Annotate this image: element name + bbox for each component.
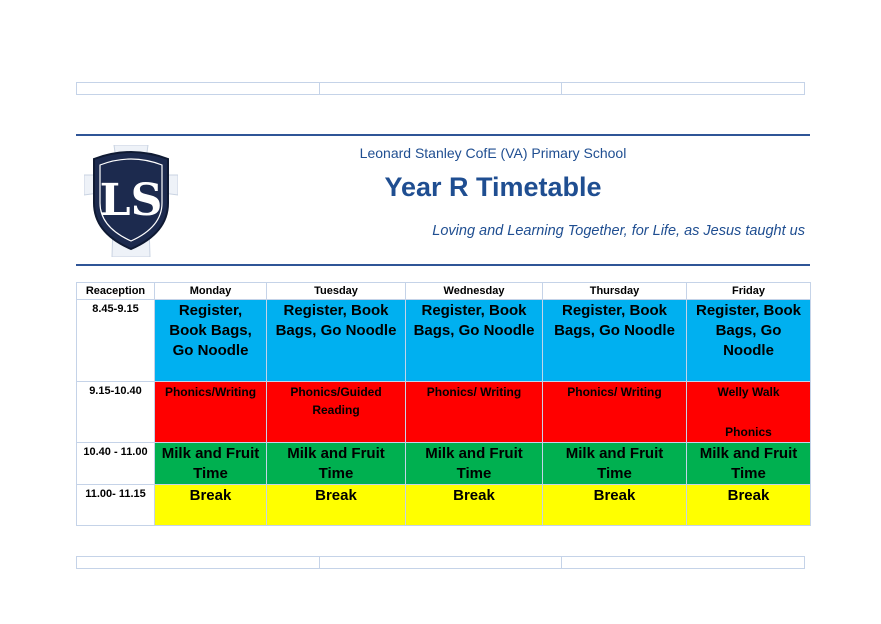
activity-cell xyxy=(543,485,687,526)
activity-text: Phonics/ Writing xyxy=(426,385,522,399)
activity-text: Milk and Fruit Time xyxy=(425,445,523,482)
footer-cell xyxy=(562,557,804,568)
friday-activity xyxy=(687,382,810,442)
activity-text: Phonics/Writing xyxy=(164,385,257,399)
activity-text: Break xyxy=(593,487,636,504)
activity-cell xyxy=(155,382,267,443)
activity-text: Milk and Fruit Time xyxy=(287,445,385,482)
time-slot: 10.40 - 11.00 xyxy=(77,443,155,485)
header-cell xyxy=(320,83,563,94)
header-table xyxy=(76,82,805,95)
activity-cell xyxy=(687,443,811,485)
day-header: Wednesday xyxy=(406,283,543,300)
activity-text: Break xyxy=(727,487,770,504)
school-name: Leonard Stanley CofE (VA) Primary School xyxy=(359,145,627,161)
activity-text: Register, Book Bags, Go Noodle xyxy=(695,302,802,359)
activity-text: Milk and Fruit Time xyxy=(161,445,260,482)
day-header: Monday xyxy=(155,283,267,300)
day-header: Tuesday xyxy=(267,283,406,300)
activity-text: Welly Walk xyxy=(717,385,780,399)
activity-cell xyxy=(543,300,687,382)
activity-text-extra: Phonics xyxy=(725,425,772,439)
activity-cell xyxy=(543,443,687,485)
activity-cell xyxy=(406,485,543,526)
activity-cell xyxy=(155,300,267,382)
school-crest-logo xyxy=(84,145,178,257)
corner-header: Reaception xyxy=(77,283,155,300)
day-header: Friday xyxy=(687,283,811,300)
activity-text: Register, Book Bags, Go Noodle xyxy=(275,302,397,339)
activity-cell xyxy=(406,443,543,485)
activity-cell xyxy=(543,382,687,443)
header-row xyxy=(77,283,811,300)
table-row xyxy=(77,382,811,443)
activity-cell xyxy=(687,485,811,526)
activity-cell xyxy=(406,300,543,382)
table-row xyxy=(77,300,811,382)
activity-text: Register, Book Bags, Go Noodle xyxy=(169,302,252,359)
activity-cell xyxy=(687,382,811,443)
day-header: Thursday xyxy=(543,283,687,300)
bottom-rule xyxy=(76,264,810,266)
footer-table xyxy=(76,556,805,569)
timetable xyxy=(76,282,811,526)
activity-cell xyxy=(687,300,811,382)
activity-text: Phonics/ Writing xyxy=(567,385,662,399)
table-row xyxy=(77,485,811,526)
activity-text: Register, Book Bags, Go Noodle xyxy=(554,302,675,339)
time-slot: 11.00- 11.15 xyxy=(77,485,155,526)
activity-cell xyxy=(267,443,406,485)
activity-cell xyxy=(155,485,267,526)
activity-cell xyxy=(155,443,267,485)
activity-text: Milk and Fruit Time xyxy=(565,445,664,482)
page-title: Year R Timetable xyxy=(384,172,602,202)
top-rule xyxy=(76,134,810,136)
activity-text: Break xyxy=(189,487,232,504)
activity-cell xyxy=(406,382,543,443)
activity-text: Break xyxy=(315,487,357,504)
activity-text: Milk and Fruit Time xyxy=(699,445,798,482)
svg-text:LS: LS xyxy=(99,175,163,226)
activity-cell xyxy=(267,485,406,526)
activity-cell xyxy=(267,300,406,382)
activity-text: Break xyxy=(453,487,495,504)
header-cell xyxy=(562,83,804,94)
time-slot: 8.45-9.15 xyxy=(77,300,155,382)
activity-text: Register, Book Bags, Go Noodle xyxy=(413,302,535,339)
table-row xyxy=(77,443,811,485)
activity-text: Phonics/Guided Reading xyxy=(290,385,382,417)
footer-cell xyxy=(320,557,563,568)
header-cell xyxy=(77,83,320,94)
footer-cell xyxy=(77,557,320,568)
activity-cell xyxy=(267,382,406,443)
school-motto: Loving and Learning Together, for Life, as Jesus taught us xyxy=(432,223,805,239)
time-slot: 9.15-10.40 xyxy=(77,382,155,443)
